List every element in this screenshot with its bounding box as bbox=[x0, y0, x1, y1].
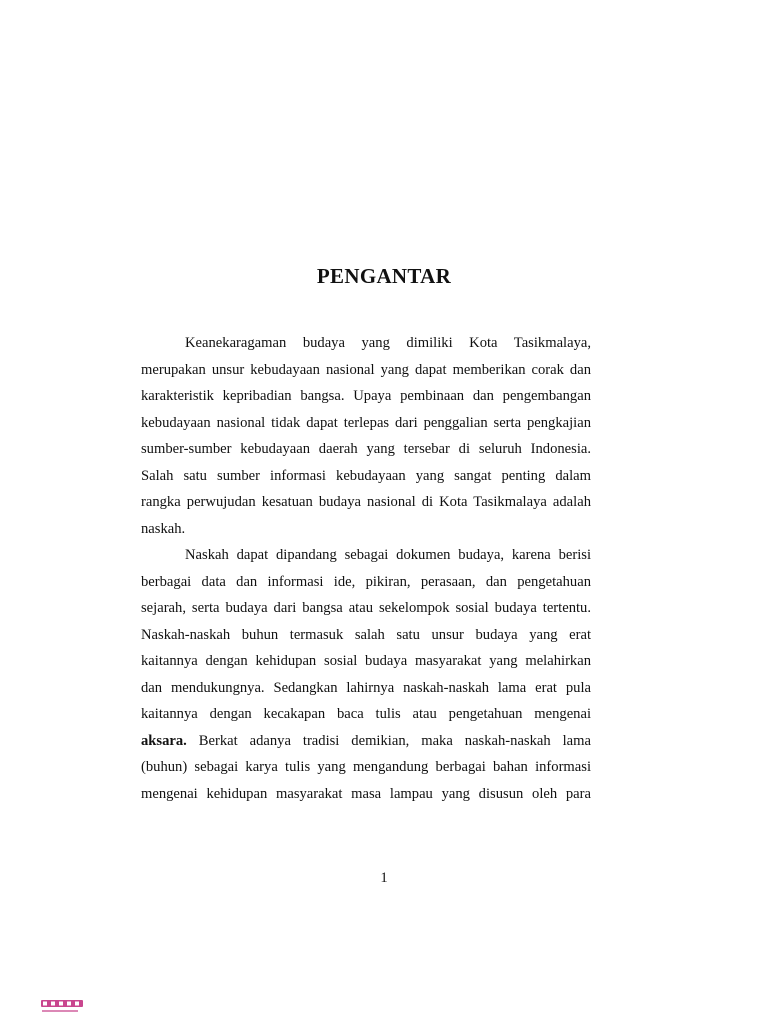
page-number: 1 bbox=[380, 870, 388, 886]
text-fragment: Berkat adanya tradisi demikian, maka naskah-naskah lama bbox=[186, 732, 591, 749]
text-line: Naskah-naskah buhun termasuk salah satu unsur budaya yang erat bbox=[141, 626, 591, 643]
text-line: Keanekaragaman budaya yang dimiliki Kota Tasikmalaya, bbox=[185, 335, 591, 351]
text-line: (buhun) sebagai karya tulis yang mengandung berbagai bahan informasi bbox=[141, 759, 591, 775]
bold-term: aksara. bbox=[141, 732, 187, 749]
text-line: berbagai data dan informasi ide, pikiran, perasaan, dan pengetahuan bbox=[141, 573, 591, 590]
text-line: merupakan unsur kebudayaan nasional yang dapat memberikan corak dan bbox=[141, 361, 591, 378]
page-title: PENGANTAR bbox=[316, 264, 452, 288]
text-line: mengenai kehidupan masyarakat masa lampau yang disusun oleh para bbox=[141, 785, 591, 802]
text-line: Salah satu sumber informasi kebudayaan yang sangat penting dalam bbox=[141, 467, 591, 484]
text-line: naskah. bbox=[141, 520, 186, 537]
text-line: karakteristik kepribadian bangsa. Upaya pembinaan dan pengembangan bbox=[141, 388, 591, 404]
body-text bbox=[141, 330, 591, 807]
watermark-logo-icon bbox=[40, 998, 86, 1016]
text-line: Naskah dapat dipandang sebagai dokumen budaya, karena berisi bbox=[185, 547, 591, 563]
text-line: sumber-sumber kebudayaan daerah yang tersebar di seluruh Indonesia. bbox=[141, 441, 591, 457]
text-line: kebudayaan nasional tidak dapat terlepas dari penggalian serta pengkajian bbox=[141, 414, 591, 431]
text-line-with-bold bbox=[141, 728, 591, 755]
text-line: rangka perwujudan kesatuan budaya nasional di Kota Tasikmalaya adalah bbox=[141, 494, 591, 510]
text-line: sejarah, serta budaya dari bangsa atau sekelompok sosial budaya tertentu. bbox=[141, 600, 591, 616]
text-line: dan mendukungnya. Sedangkan lahirnya naskah-naskah lama erat pula bbox=[141, 679, 591, 696]
text-line: kaitannya dengan kecakapan baca tulis atau pengetahuan mengenai bbox=[141, 706, 591, 722]
text-line: kaitannya dengan kehidupan sosial budaya masyarakat yang melahirkan bbox=[141, 653, 591, 669]
